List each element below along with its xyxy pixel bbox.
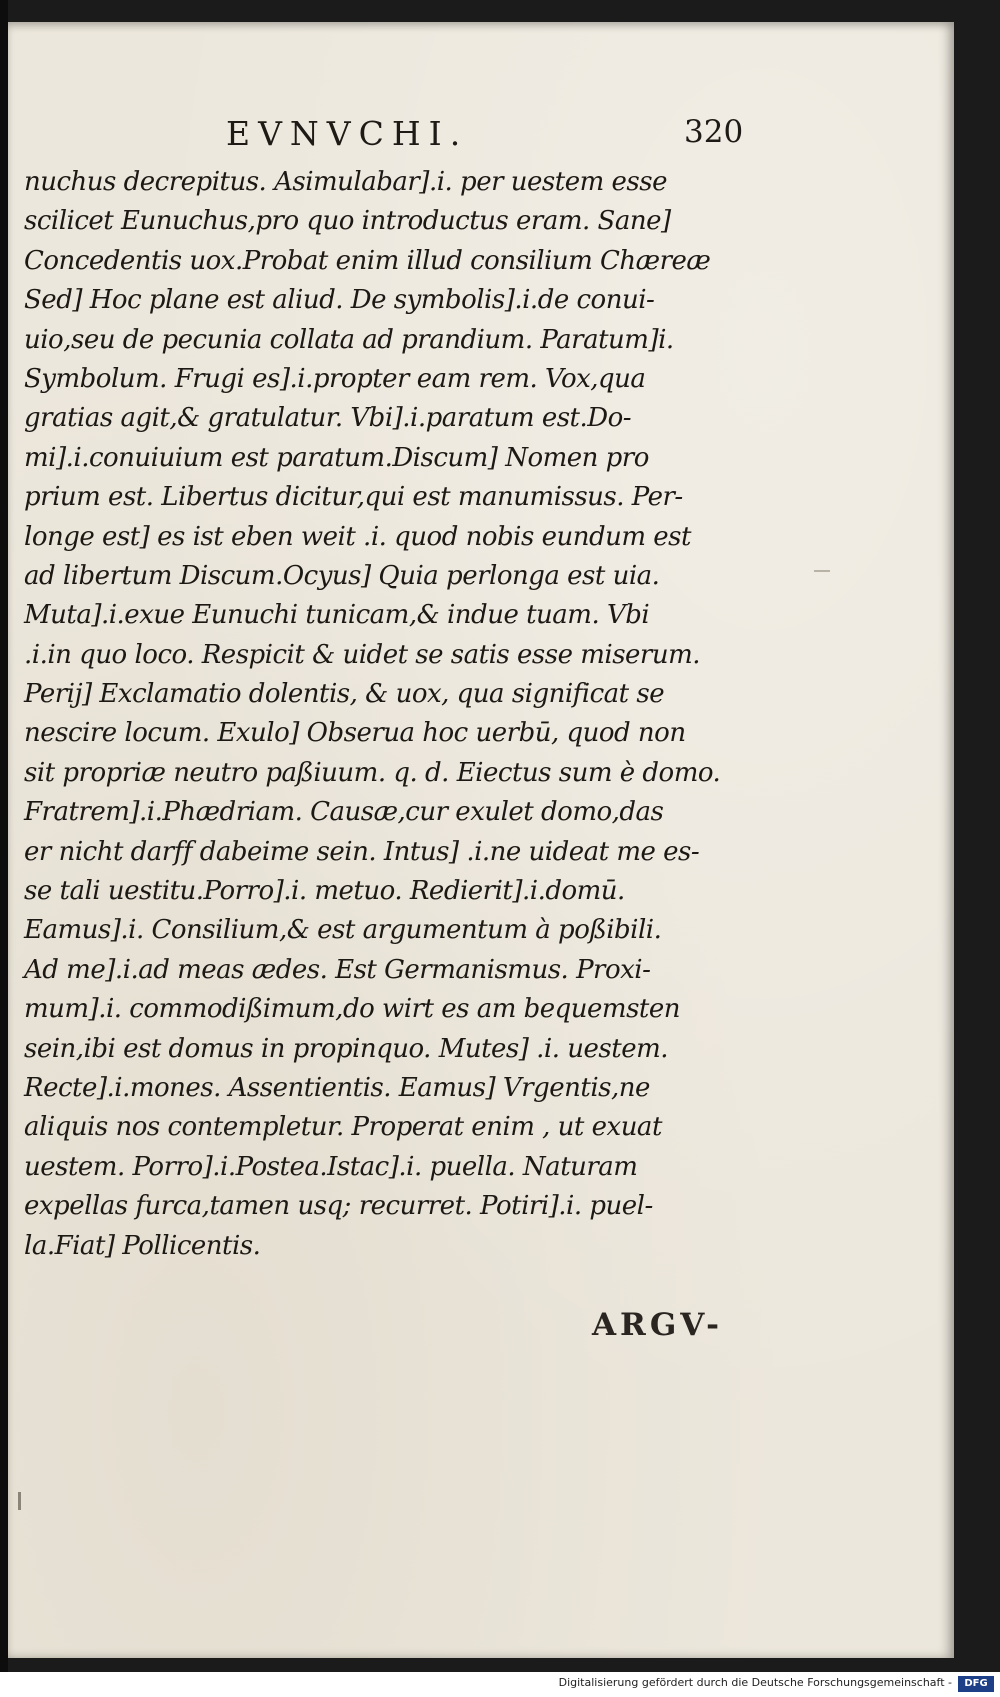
page-number: 320: [684, 114, 744, 150]
text-line: Fratrem].i.Phædriam. Causæ,cur exulet domo,das: [24, 797, 664, 828]
text-line: nuchus decrepitus. Asimulabar].i. per uestem esse: [24, 167, 667, 197]
margin-ink-mark: [814, 570, 830, 572]
text-line: ad libertum Discum.Ocyus] Quia perlonga est uia.: [24, 560, 660, 591]
text-line: Symbolum. Frugi es].i.propter eam rem. Vox,qua: [24, 363, 646, 394]
text-line: Concedentis uox.Probat enim illud consilium Chæreæ: [24, 245, 711, 276]
text-line: sit propriæ neutro paßiuum. q. d. Eiectus sum è domo.: [24, 757, 721, 788]
text-line: uio,seu de pecunia collata ad prandium. Paratum]i.: [24, 324, 674, 355]
text-line: .i.in quo loco. Respicit & uidet se satis esse miserum.: [24, 639, 701, 670]
text-line: se tali uestitu.Porro].i. metuo. Redierit].i.domū.: [24, 876, 625, 907]
text-line: Perij] Exclamatio dolentis, & uox, qua significat se: [24, 679, 665, 710]
gutter-mark: [18, 1492, 21, 1510]
text-line: nescire locum. Exulo] Obserua hoc uerbū, quod non: [24, 718, 686, 749]
text-line: aliquis nos contempletur. Properat enim , ut exuat: [24, 1112, 662, 1143]
text-line: Sed] Hoc plane est aliud. De symbolis].i.de conui-: [24, 285, 655, 316]
text-line: Muta].i.exue Eunuchi tunicam,& indue tuam. Vbi: [24, 600, 650, 631]
text-line: scilicet Eunuchus,pro quo introductus eram. Sane]: [24, 206, 671, 237]
body-text: [24, 163, 724, 1266]
text-line: er nicht darff dabeime sein. Intus] .i.ne uideat me es-: [24, 836, 700, 867]
text-line: prium est. Libertus dicitur,qui est manumissus. Per-: [24, 482, 683, 513]
book-page: [8, 22, 954, 1658]
text-line: expellas furca,tamen usq; recurret. Potiri].i. puel-: [24, 1191, 653, 1222]
dfg-logo: DFG: [958, 1676, 994, 1692]
text-line: mum].i. commodißimum,do wirt es am bequemsten: [24, 994, 681, 1025]
footer-credit: Digitalisierung gefördert durch die Deutsche Forschungsgemeinschaft -: [558, 1676, 952, 1689]
text-line: sein,ibi est domus in propinquo. Mutes] .i. uestem.: [24, 1033, 668, 1064]
page-header: [8, 114, 954, 154]
running-head: EVNVCHI.: [226, 114, 469, 153]
catchword: ARGV-: [592, 1307, 723, 1343]
text-line: Recte].i.mones. Assentientis. Eamus] Vrgentis,ne: [24, 1072, 650, 1103]
digitization-footer: [0, 1672, 1000, 1697]
text-line: gratias agit,& gratulatur. Vbi].i.paratum est.Do-: [24, 403, 632, 434]
text-line: mi].i.conuiuium est paratum.Discum] Nomen pro: [24, 442, 649, 473]
text-line: la.Fiat] Pollicentis.: [24, 1230, 261, 1261]
scan-left-edge: [0, 0, 8, 1697]
text-line: longe est] es ist eben weit .i. quod nobis eundum est: [24, 521, 691, 552]
text-line: Eamus].i. Consilium,& est argumentum à poßibili.: [24, 915, 662, 946]
text-line: Ad me].i.ad meas ædes. Est Germanismus. Proxi-: [24, 954, 651, 985]
text-line: uestem. Porro].i.Postea.Istac].i. puella. Naturam: [24, 1151, 638, 1182]
